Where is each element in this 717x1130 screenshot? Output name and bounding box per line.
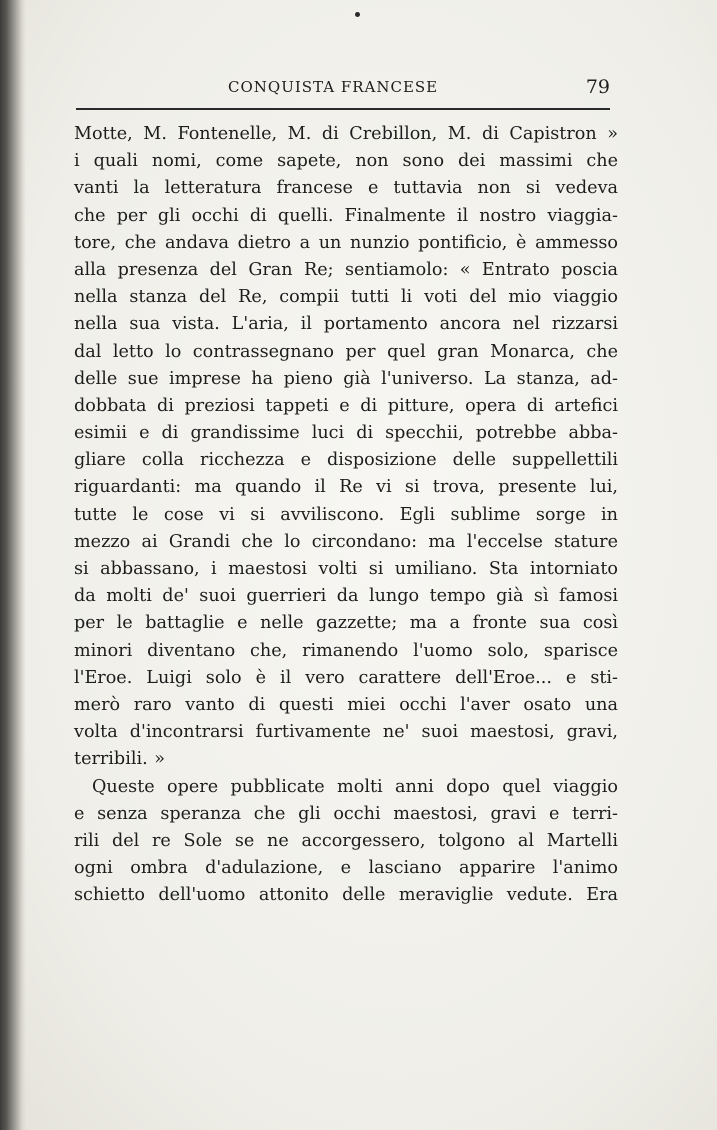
- page-binding-edge: [0, 0, 26, 1130]
- text-line: volta d'incontrarsi furtivamente ne' suoi maestosi, gravi,: [74, 722, 618, 743]
- text-line: tore, che andava dietro a un nunzio pontificio, è ammesso: [74, 232, 618, 253]
- text-line: schietto dell'uomo attonito delle meraviglie vedute. Era: [74, 885, 618, 906]
- text-line: nella sua vista. L'aria, il portamento ancora nel rizzarsi: [74, 314, 618, 335]
- text-line: riguardanti: ma quando il Re vi si trova, presente lui,: [74, 477, 618, 498]
- text-line: delle sue imprese ha pieno già l'universo. La stanza, ad-: [74, 368, 618, 389]
- text-line: esimii e di grandissime luci di specchii, potrebbe abba-: [74, 423, 618, 444]
- text-line: dal letto lo contrassegnano per quel gran Monarca, che: [74, 341, 618, 362]
- text-line: che per gli occhi di quelli. Finalmente il nostro viaggia-: [74, 205, 618, 226]
- text-line: vanti la letteratura francese e tuttavia non si vedeva: [74, 178, 618, 199]
- text-line: nella stanza del Re, compii tutti li voti del mio viaggio: [74, 287, 618, 308]
- text-line: rili del re Sole se ne accorgessero, tolgono al Martelli: [74, 830, 618, 851]
- text-line: alla presenza del Gran Re; sentiamolo: « Entrato poscia: [74, 259, 618, 280]
- text-line: terribili. »: [74, 749, 166, 770]
- text-line: dobbata di preziosi tappeti e di pitture, opera di artefici: [74, 395, 618, 416]
- text-line: tutte le cose vi si avviliscono. Egli sublime sorge in: [74, 504, 618, 525]
- text-line: per le battaglie e nelle gazzette; ma a fronte sua così: [74, 613, 618, 634]
- text-line: Motte, M. Fontenelle, M. di Crebillon, M. di Capistron »: [74, 124, 618, 144]
- text-line: l'Eroe. Luigi solo è il vero carattere dell'Eroe... e sti-: [74, 667, 618, 688]
- body-text: [74, 121, 618, 909]
- running-title: CONQUISTA FRANCESE: [228, 78, 439, 96]
- text-line: minori diventano che, rimanendo l'uomo solo, sparisce: [74, 640, 618, 661]
- text-line: merò raro vanto di questi miei occhi l'aver osato una: [74, 694, 618, 715]
- text-line: gliare colla ricchezza e disposizione delle suppellettili: [74, 450, 618, 471]
- text-line: ogni ombra d'adulazione, e lasciano apparire l'animo: [74, 858, 618, 879]
- paragraph-first-line: Queste opere pubblicate molti anni dopo quel viaggio: [92, 776, 618, 797]
- running-header: [78, 76, 610, 100]
- header-rule: [76, 108, 610, 110]
- text-line: i quali nomi, come sapete, non sono dei massimi che: [74, 151, 618, 172]
- text-line: mezzo ai Grandi che lo circondano: ma l'eccelse stature: [74, 531, 618, 552]
- text-line: da molti de' suoi guerrieri da lungo tempo già sì famosi: [74, 586, 618, 607]
- text-line: si abbassano, i maestosi volti si umiliano. Sta intorniato: [74, 559, 618, 579]
- text-line: e senza speranza che gli occhi maestosi, gravi e terri-: [74, 803, 618, 824]
- page-number: 79: [585, 76, 610, 98]
- ink-speck: [355, 12, 360, 17]
